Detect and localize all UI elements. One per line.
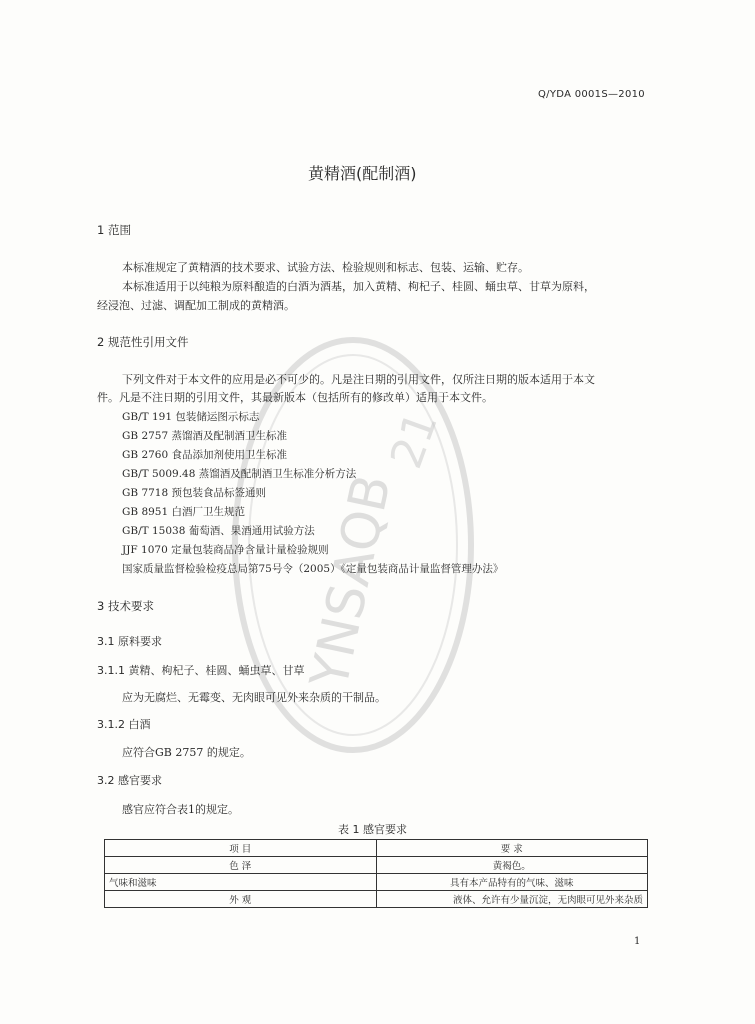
reference-item: GB/T 15038 葡萄酒、果酒通用试验方法 xyxy=(122,525,315,537)
table-row xyxy=(105,857,648,874)
scope-paragraph-2-line-2: 经浸泡、过滤、调配加工制成的黄精酒。 xyxy=(97,299,295,312)
table-cell: 液体、允许有少量沉淀，无肉眼可见外来杂质 xyxy=(376,891,648,908)
table-row xyxy=(105,891,648,908)
table-row xyxy=(105,874,648,891)
sensory-requirements-table xyxy=(104,839,648,908)
reference-item: GB 2757 蒸馏酒及配制酒卫生标准 xyxy=(122,430,288,442)
reference-item: JJF 1070 定量包装商品净含量计量检验规则 xyxy=(122,544,329,556)
stamp-text: YNSAQB xyxy=(299,469,404,694)
reference-item: 国家质量监督检验检疫总局第75号令（2005）《定量包装商品计量监督管理办法》 xyxy=(122,563,504,575)
table-header-cell: 要 求 xyxy=(376,840,648,857)
subsection-3-1: 3.1 原料要求 xyxy=(97,635,162,648)
subsection-3-1-2-text: 应符合GB 2757 的规定。 xyxy=(122,746,251,759)
stamp-number: 21 xyxy=(380,405,448,476)
reference-item: GB 2760 食品添加剂使用卫生标准 xyxy=(122,449,288,461)
section-refs-heading: 2 规范性引用文件 xyxy=(97,335,189,349)
table-cell: 色 泽 xyxy=(105,857,377,874)
subsection-3-1-1: 3.1.1 黄精、枸杞子、桂圆、蛹虫草、甘草 xyxy=(97,664,305,677)
page-number: 1 xyxy=(634,936,641,947)
document-title: 黄精酒(配制酒) xyxy=(308,164,417,183)
reference-item: GB/T 191 包装储运图示标志 xyxy=(122,411,260,423)
table-header-row xyxy=(105,840,648,857)
table-cell: 黄褐色。 xyxy=(376,857,648,874)
table-caption: 表 1 感官要求 xyxy=(338,823,407,836)
scope-paragraph-2-line-1: 本标准适用于以纯粮为原料酿造的白酒为酒基，加入黄精、枸杞子、桂圆、蛹虫草、甘草为原料， xyxy=(122,280,595,293)
reference-item: GB/T 5009.48 蒸馏酒及配制酒卫生标准分析方法 xyxy=(122,468,357,480)
subsection-3-2-text: 感官应符合表1的规定。 xyxy=(122,803,239,816)
table-cell: 外 观 xyxy=(105,891,377,908)
section-tech-heading: 3 技术要求 xyxy=(97,599,154,613)
reference-item: GB 8951 白酒厂卫生规范 xyxy=(122,506,246,518)
subsection-3-1-1-text: 应为无腐烂、无霉变、无肉眼可见外来杂质的干制品。 xyxy=(122,691,386,704)
subsection-3-1-2: 3.1.2 白酒 xyxy=(97,718,151,731)
table-cell: 气味和滋味 xyxy=(105,874,377,891)
scope-paragraph-1: 本标准规定了黄精酒的技术要求、试验方法、检验规则和标志、包装、运输、贮存。 xyxy=(122,261,529,274)
subsection-3-2: 3.2 感官要求 xyxy=(97,774,162,787)
refs-intro-line-1: 下列文件对于本文件的应用是必不可少的。凡是注日期的引用文件，仅所注日期的版本适用于本文 xyxy=(122,373,595,386)
reference-item: GB 7718 预包装食品标签通则 xyxy=(122,487,267,499)
standard-code: Q/YDA 0001S—2010 xyxy=(538,89,645,100)
table-header-cell: 项 目 xyxy=(105,840,377,857)
refs-intro-line-2: 件。凡是不注日期的引用文件，其最新版本（包括所有的修改单）适用于本文件。 xyxy=(97,391,493,404)
table-cell: 具有本产品特有的气味、滋味 xyxy=(376,874,648,891)
section-scope-heading: 1 范围 xyxy=(97,223,131,237)
